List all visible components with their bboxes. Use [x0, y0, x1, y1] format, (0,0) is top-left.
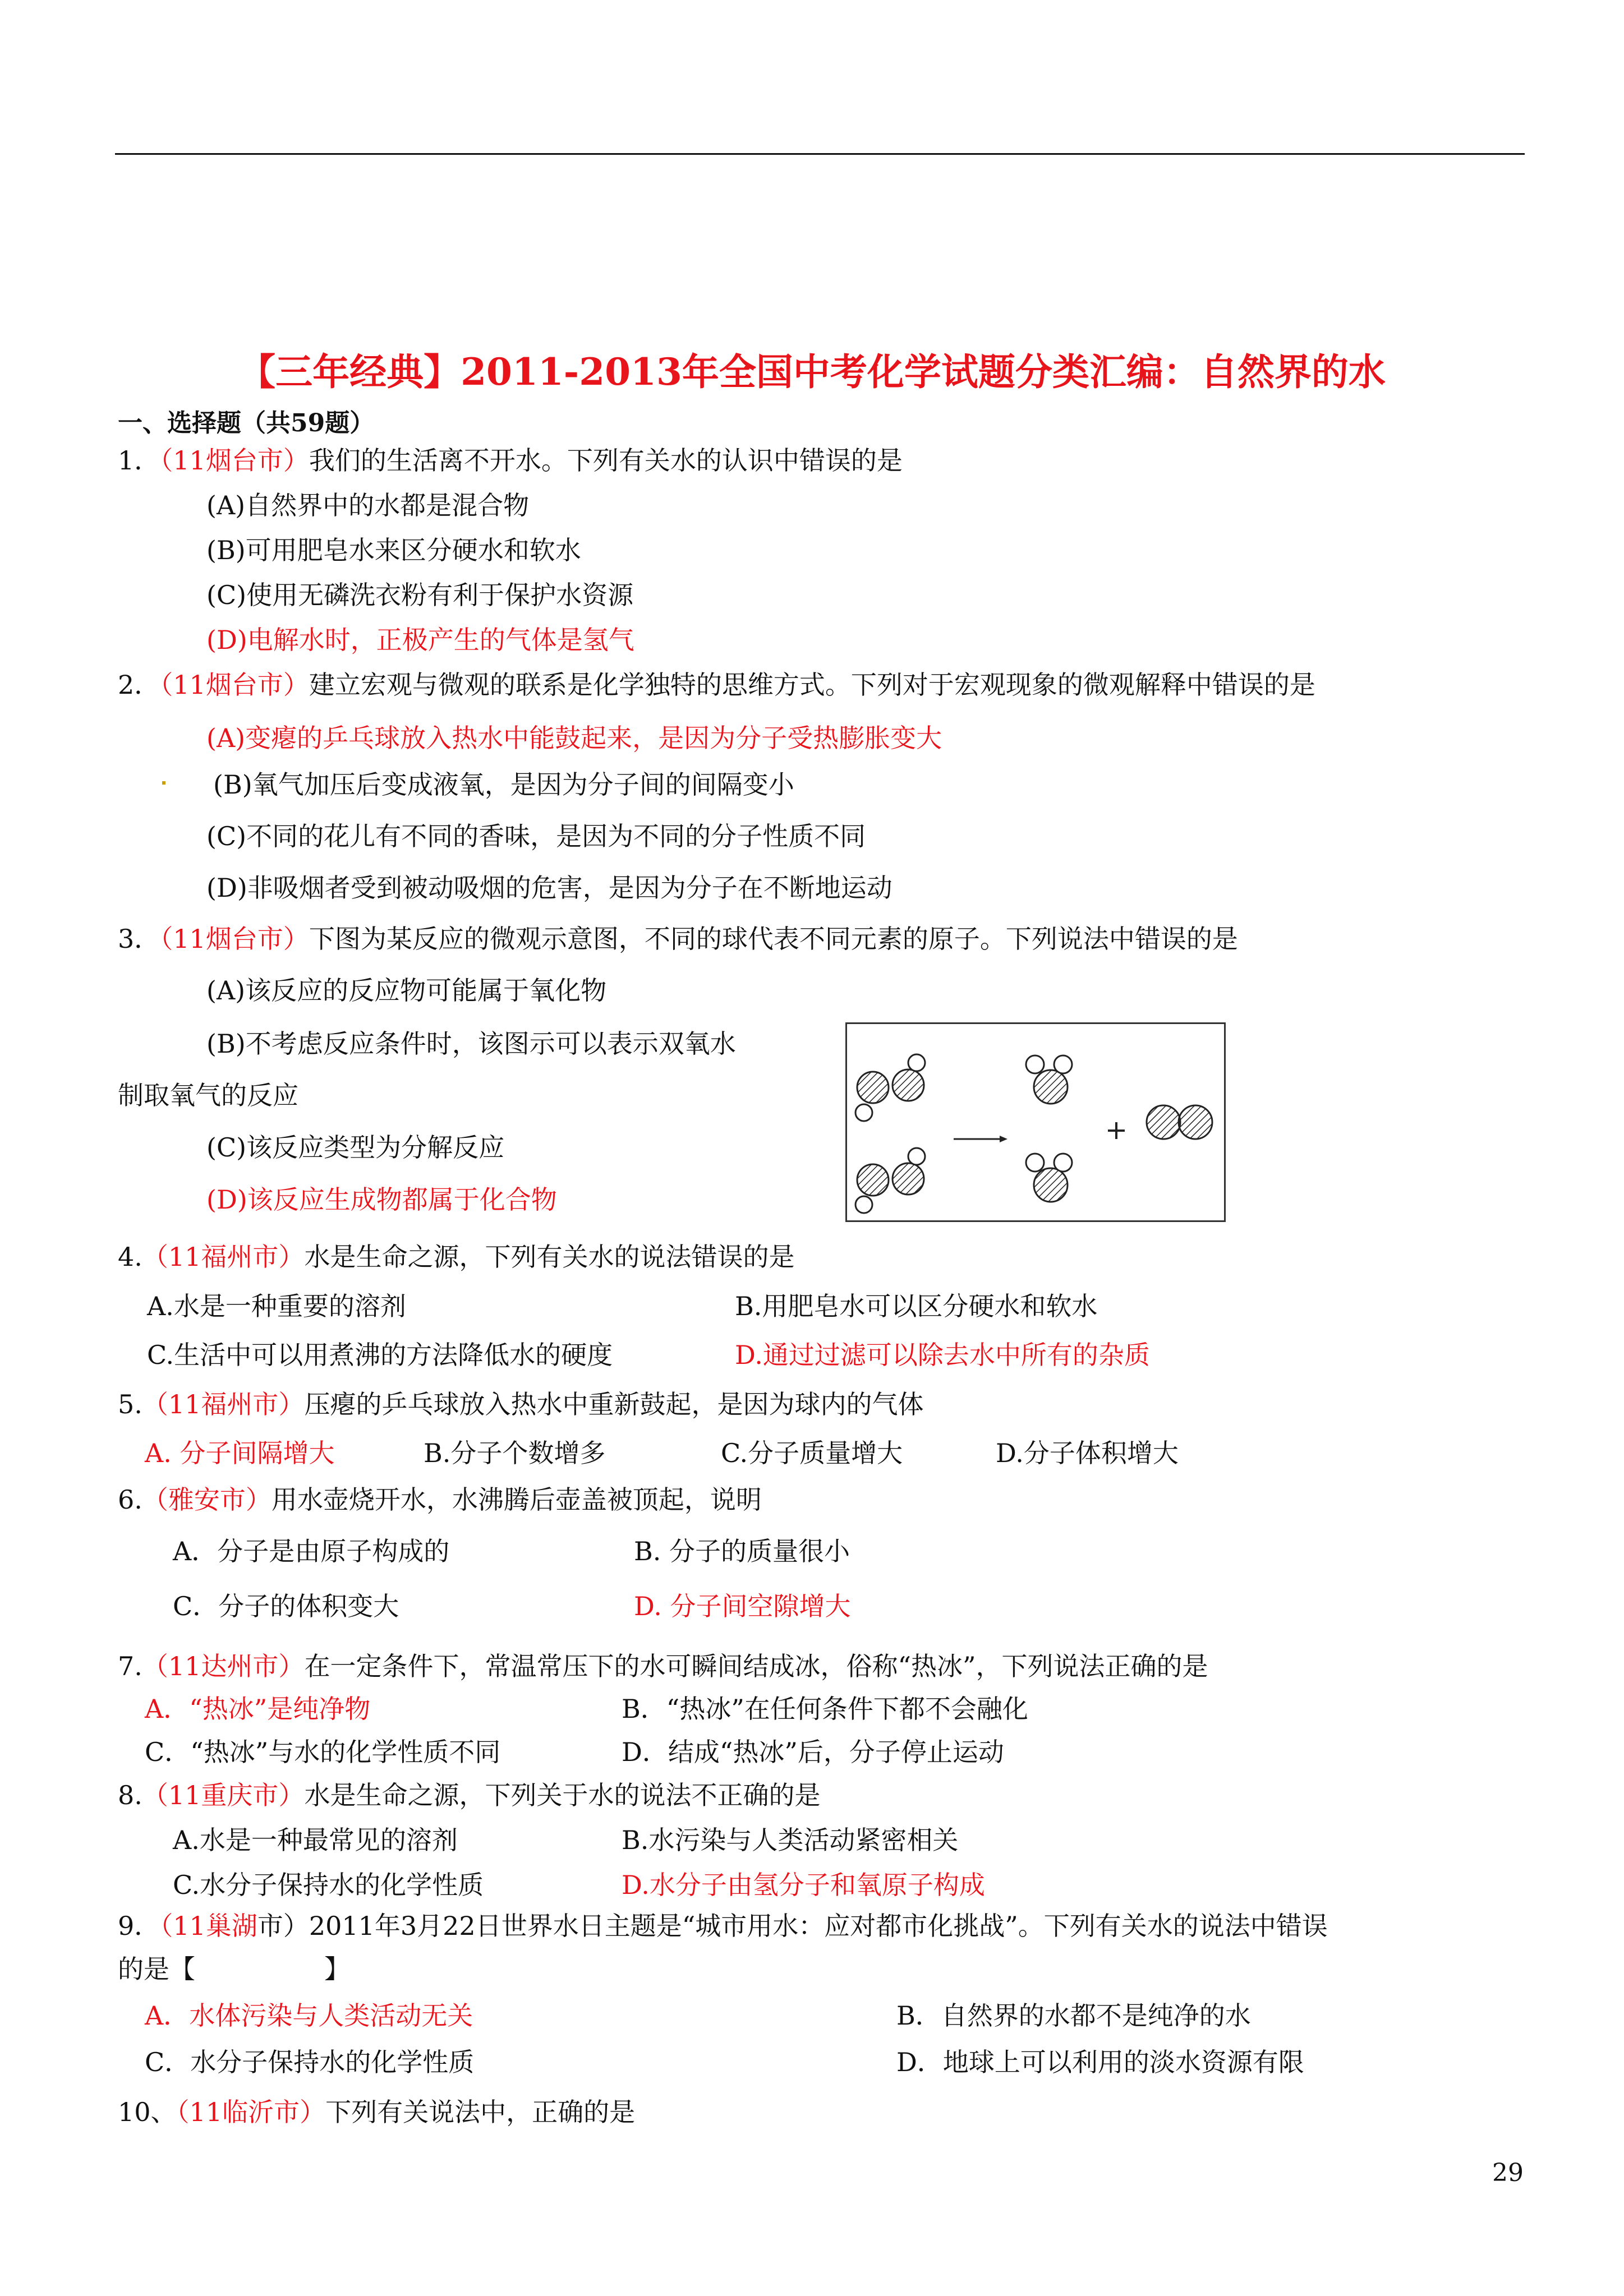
molecule-diagram — [847, 1024, 1224, 1220]
option: (A)变瘪的乒乓球放入热水中能鼓起来，是因为分子受热膨胀变大 — [206, 723, 942, 753]
question-number: 5. — [118, 1389, 142, 1419]
page-number: 29 — [1492, 2159, 1524, 2187]
question-source: （11福州市） — [142, 1242, 305, 1272]
option: (D)非吸烟者受到被动吸烟的危害，是因为分子在不断地运动 — [206, 873, 892, 903]
option: A．分子是由原子构成的 — [173, 1536, 450, 1566]
option: B. 分子的质量很小 — [634, 1536, 850, 1566]
question-stem: 我们的生活离不开水。下列有关水的认识中错误的是 — [309, 445, 903, 476]
option: B.用肥皂水可以区分硬水和软水 — [735, 1291, 1098, 1321]
question-source: （11巢湖 — [160, 1911, 257, 1941]
question-10 — [118, 2095, 635, 2129]
question-source: （11烟台市） — [160, 670, 309, 700]
question-number: 8. — [118, 1780, 142, 1810]
question-source: （11临沂市） — [176, 2097, 326, 2127]
question-number: 9． — [118, 1911, 160, 1941]
question-source: （11烟台市） — [160, 924, 309, 954]
question-source-suffix: 市） — [257, 1911, 309, 1941]
product-molecule — [1026, 1055, 1072, 1104]
header-rule — [115, 153, 1525, 155]
page-title: 【三年经典】2011-2013年全国中考化学试题分类汇编：自然界的水 — [238, 350, 1386, 394]
question-stem: 水是生命之源，下列关于水的说法不正确的是 — [304, 1780, 821, 1810]
arrow-icon — [954, 1136, 1007, 1142]
stray-mark — [162, 781, 165, 785]
product-molecule — [1026, 1154, 1072, 1202]
question-source: （雅安市） — [142, 1484, 272, 1515]
option: A．水体污染与人类活动无关 — [145, 2000, 473, 2031]
question-stem: 压瘪的乒乓球放入热水中重新鼓起，是因为球内的气体 — [304, 1389, 924, 1419]
section-heading: 一、选择题（共59题） — [118, 409, 375, 437]
option: (A)自然界中的水都是混合物 — [206, 490, 530, 520]
question-9 — [118, 1908, 1328, 1943]
question-4 — [118, 1239, 794, 1274]
option: B.分子个数增多 — [424, 1438, 606, 1468]
question-number: 3． — [118, 924, 160, 954]
question-8 — [118, 1778, 820, 1813]
option: D．地球上可以利用的淡水资源有限 — [896, 2047, 1304, 2077]
question-stem: 下列有关说法中，正确的是 — [325, 2097, 636, 2127]
question-stem: 下图为某反应的微观示意图，不同的球代表不同元素的原子。下列说法中错误的是 — [309, 924, 1238, 954]
question-source: （11达州市） — [142, 1651, 305, 1681]
option: (C)该反应类型为分解反应 — [206, 1132, 505, 1163]
reaction-diagram — [845, 1022, 1226, 1222]
option: B．“热冰”在任何条件下都不会融化 — [622, 1694, 1028, 1724]
option: (C)不同的花儿有不同的香味，是因为不同的分子性质不同 — [206, 821, 866, 851]
option: C．水分子保持水的化学性质 — [145, 2047, 475, 2077]
option: (B)氧气加压后变成液氧，是因为分子间的间隔变小 — [213, 769, 794, 800]
option: A.水是一种重要的溶剂 — [147, 1291, 406, 1321]
question-stem: 用水壶烧开水，水沸腾后壶盖被顶起，说明 — [271, 1484, 762, 1515]
option: D．结成“热冰”后，分子停止运动 — [622, 1737, 1004, 1767]
option-continuation: 制取氧气的反应 — [118, 1080, 298, 1110]
option: (C)使用无磷洗衣粉有利于保护水资源 — [206, 580, 634, 610]
question-stem: 建立宏观与微观的联系是化学独特的思维方式。下列对于宏观现象的微观解释中错误的是 — [309, 670, 1315, 700]
option: D. 分子间空隙增大 — [634, 1591, 851, 1621]
question-5 — [118, 1387, 923, 1422]
option: C．“热冰”与水的化学性质不同 — [145, 1737, 501, 1767]
option: C．分子的体积变大 — [173, 1591, 399, 1621]
option: A.水是一种最常见的溶剂 — [173, 1825, 458, 1855]
option: D.分子体积增大 — [996, 1438, 1179, 1468]
question-stem: 水是生命之源，下列有关水的说法错误的是 — [304, 1242, 795, 1272]
product-molecule — [1147, 1105, 1212, 1139]
option: (B)可用肥皂水来区分硬水和软水 — [206, 535, 581, 565]
option: B.水污染与人类活动紧密相关 — [622, 1825, 959, 1855]
question-number: 2． — [118, 670, 160, 700]
option: D.通过过滤可以除去水中所有的杂质 — [735, 1340, 1150, 1370]
question-source: （11重庆市） — [142, 1780, 305, 1810]
question-1 — [118, 443, 903, 478]
question-number: 10、 — [118, 2097, 177, 2127]
reactant-molecule — [855, 1148, 925, 1213]
question-number: 1． — [118, 445, 160, 476]
question-stem: 在一定条件下，常温常压下的水可瞬间结成冰，俗称“热冰”，下列说法正确的是 — [304, 1651, 1208, 1681]
question-source: （11烟台市） — [160, 445, 309, 476]
question-6 — [118, 1482, 762, 1517]
option: (A)该反应的反应物可能属于氧化物 — [206, 975, 607, 1006]
option: C.分子质量增大 — [721, 1438, 903, 1468]
option: (D)该反应生成物都属于化合物 — [206, 1184, 557, 1215]
plus-icon — [1108, 1122, 1125, 1139]
question-source: （11福州市） — [142, 1389, 305, 1419]
option: A. 分子间隔增大 — [145, 1438, 335, 1468]
option: D.水分子由氢分子和氧原子构成 — [622, 1870, 985, 1900]
option: A．“热冰”是纯净物 — [145, 1694, 371, 1724]
option: (D)电解水时，正极产生的气体是氢气 — [206, 625, 634, 655]
question-7 — [118, 1649, 1208, 1684]
reactant-molecule — [855, 1054, 925, 1121]
question-number: 4. — [118, 1242, 142, 1272]
question-stem: 2011年3月22日世界水日主题是“城市用水：应对都市化挑战”。下列有关水的说法中错误 — [309, 1911, 1328, 1941]
option: B．自然界的水都不是纯净的水 — [896, 2000, 1251, 2031]
question-2 — [118, 667, 1315, 702]
question-stem-continuation: 的是【 】 — [118, 1954, 350, 1984]
question-3 — [118, 921, 1238, 956]
option: (B)不考虑反应条件时，该图示可以表示双氧水 — [206, 1029, 736, 1059]
option: C.水分子保持水的化学性质 — [173, 1870, 484, 1900]
option: C.生活中可以用煮沸的方法降低水的硬度 — [147, 1340, 613, 1370]
question-number: 7. — [118, 1651, 142, 1681]
question-number: 6. — [118, 1484, 142, 1515]
